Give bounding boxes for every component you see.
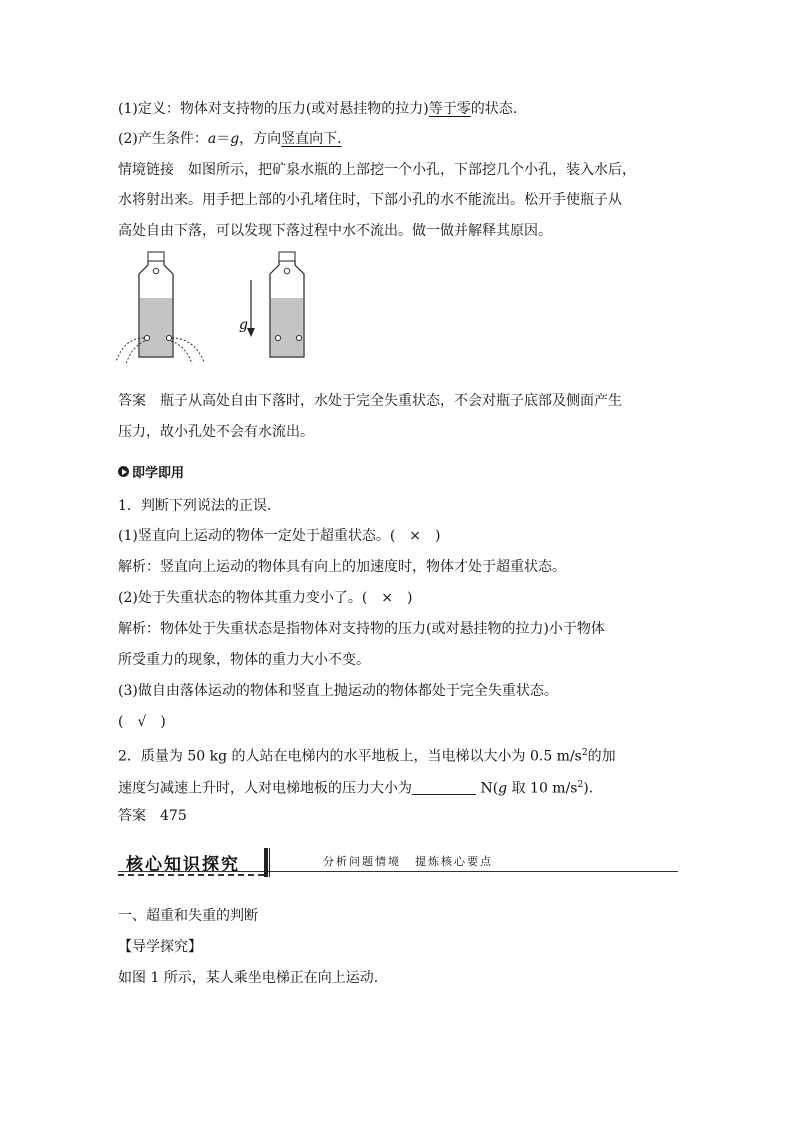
condition-line: (2)产生条件：a＝g，方向竖直向下. [118, 131, 342, 147]
definition-line: (1)定义：物体对支持物的压力(或对悬挂物的拉力)等于零的状态. [118, 101, 518, 117]
answer-line-1: 答案 瓶子从高处自由下落时，水处于完全失重状态，不会对瓶子底部及侧面产生 [118, 393, 622, 409]
q2-line-2: 速度匀减速上升时，人对电梯地板的压力大小为 N(g 取 10 $m/s^2$). [118, 780, 594, 797]
gravity-label: g [239, 317, 248, 333]
condition-key: 竖直向下. [281, 131, 342, 147]
q1-statement-1: (1)竖直向上运动的物体一定处于超重状态。( × ) [118, 528, 441, 544]
banner-subtitle: 分析问题情境 提炼核心要点 [323, 855, 493, 868]
q1-title: 1．判断下列说法的正误. [118, 498, 272, 514]
q1-explanation-2a: 解析：物体处于失重状态是指物体对支持物的压力(或对悬挂物的拉力)小于物体 [118, 621, 605, 637]
q1-statement-2: (2)处于失重状态的物体其重力变小了。( × ) [118, 590, 413, 606]
part1-guide: 【导学探究】 [118, 939, 202, 955]
part1-heading: 一、超重和失重的判断 [118, 908, 258, 924]
q1-explanation-1: 解析：竖直向上运动的物体具有向上的加速度时，物体才处于超重状态。 [118, 559, 566, 575]
answer-line-2: 压力，故小孔处不会有水流出。 [118, 424, 314, 440]
play-icon [118, 466, 129, 477]
q1-statement-3-mark: ( √ ) [118, 714, 166, 730]
section-tag: 即学即用 [118, 462, 184, 481]
q2-answer: 答案 475 [118, 808, 187, 824]
section-banner [118, 848, 678, 878]
q2-line-1: 2．质量为 50 kg 的人站在电梯内的水平地板上，当电梯以大小为 0.5 $m/s^2$的加 [118, 748, 616, 765]
bottle-left [116, 252, 204, 364]
part1-text: 如图 1 所示，某人乘坐电梯正在向上运动. [118, 970, 379, 986]
scenario-line-2: 水将射出来。用手把上部的小孔堵住时，下部小孔的水不能流出。松开手使瓶子从 [118, 192, 622, 208]
q1-explanation-2b: 所受重力的现象，物体的重力大小不变。 [118, 652, 370, 668]
q1-statement-3: (3)做自由落体运动的物体和竖直上抛运动的物体都处于完全失重状态。 [118, 683, 558, 699]
bottle-right [270, 252, 304, 357]
banner-title: 核心知识探究 [126, 855, 240, 875]
scenario-line-3: 高处自由下落，可以发现下落过程中水不流出。做一做并解释其原因。 [118, 223, 552, 239]
scenario-line-1: 情境链接 如图所示，把矿泉水瓶的上部挖一个小孔，下部挖几个小孔，装入水后， [118, 162, 636, 178]
bottle-figure [108, 250, 328, 370]
definition-key: 等于零 [428, 101, 471, 117]
answer-blank[interactable] [412, 780, 476, 795]
gravity-arrowhead [247, 328, 255, 337]
